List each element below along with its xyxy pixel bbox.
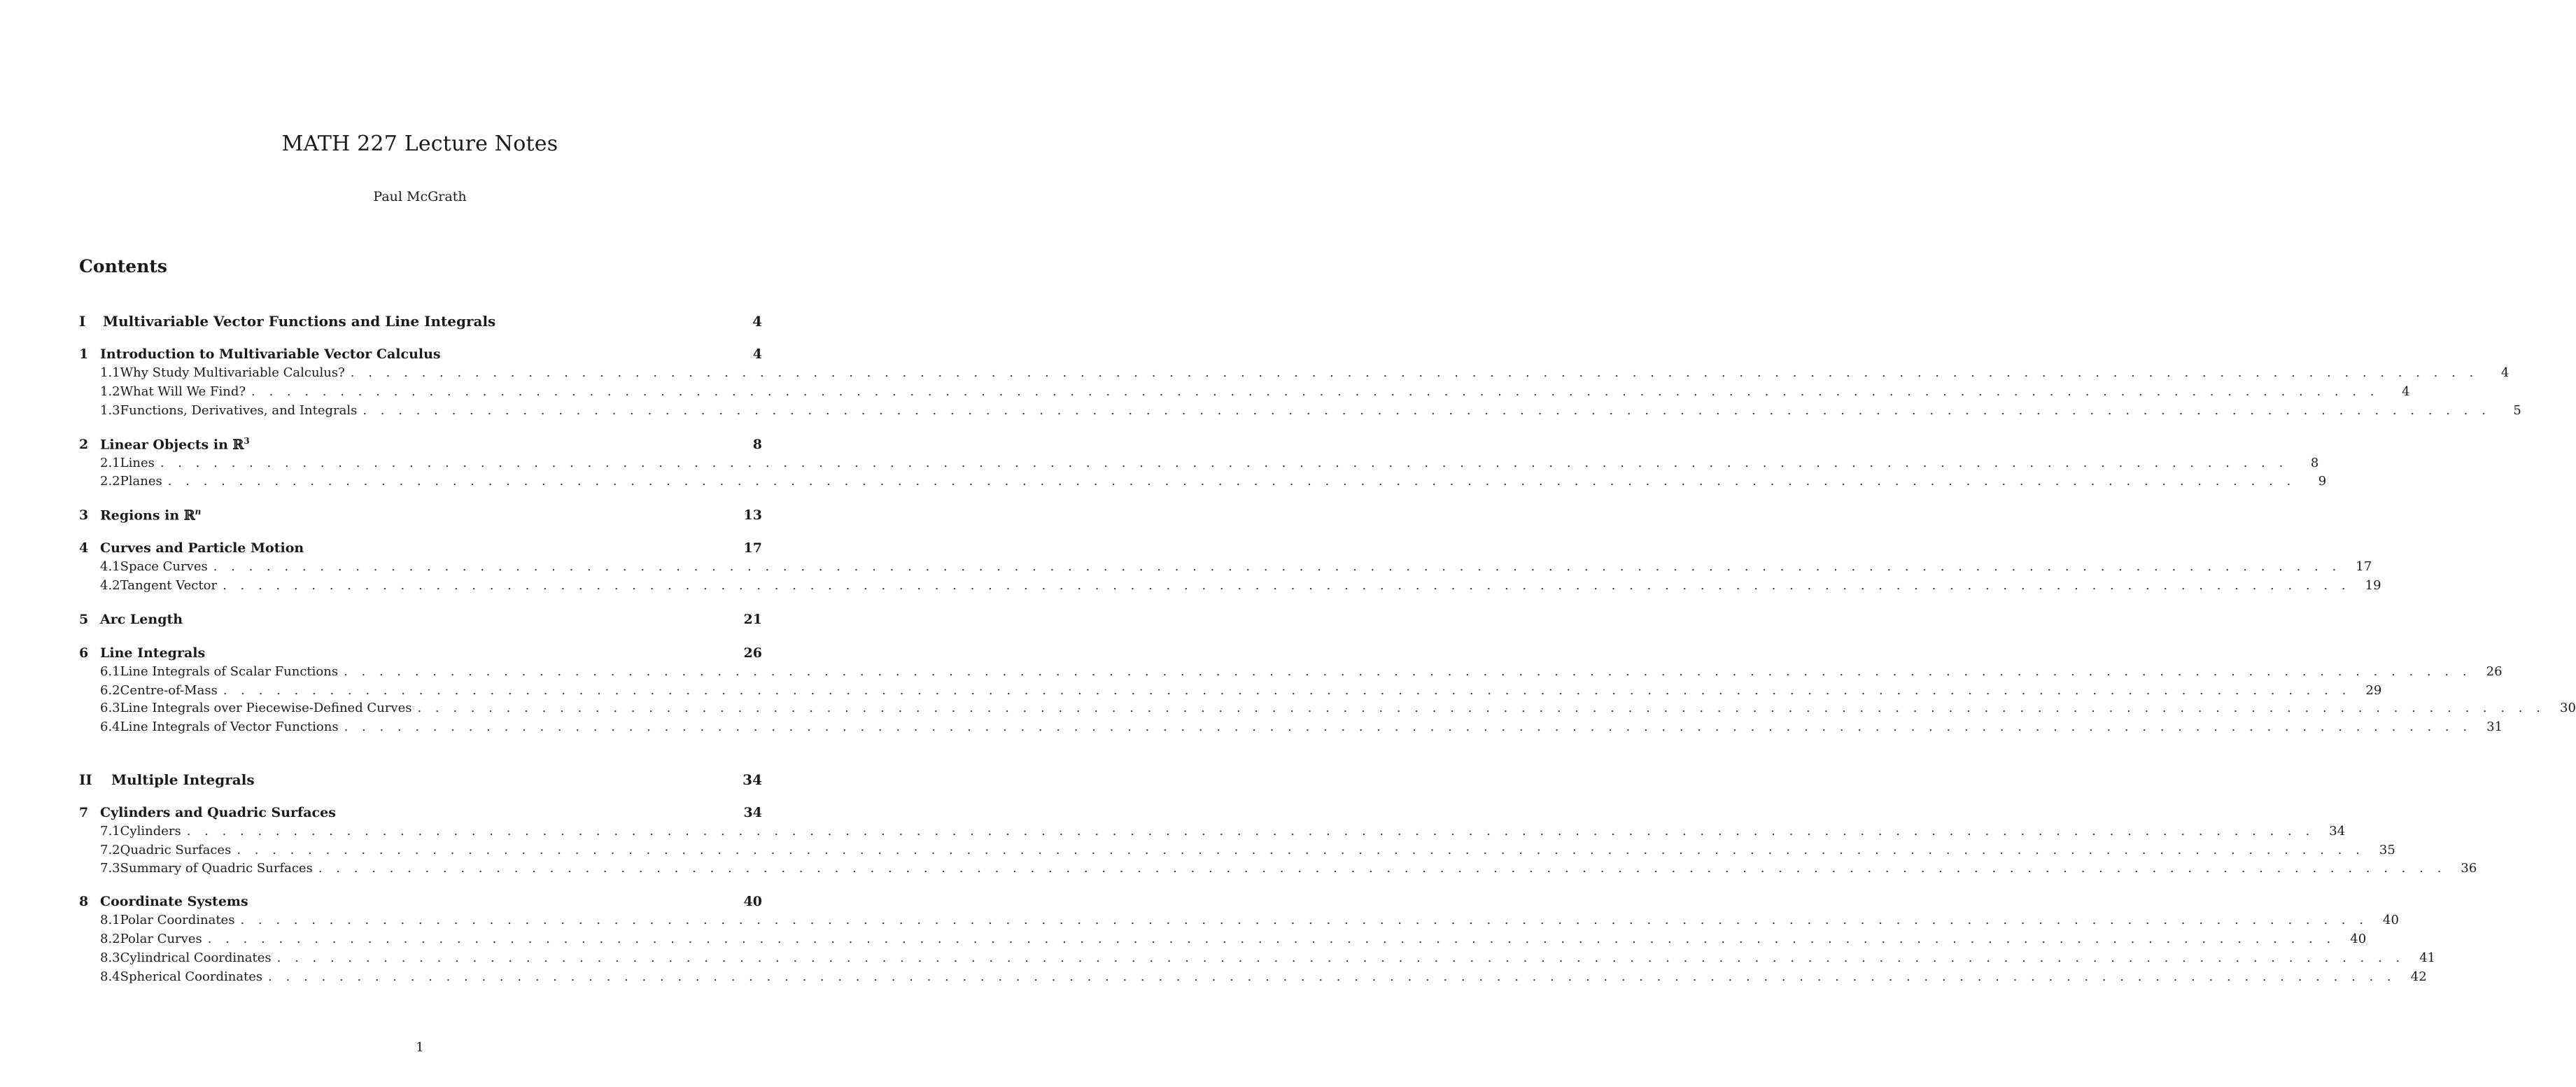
dot-leader: . . . . . . . . . . . . . . . . . . . . . . . . . . . . . . . . . . . . . . . . . . . . . . . . . . . . . . . . . . . . . . . . . . . . . . . . . . . . . . . . . . . . . . . . . . . . . . . . . . . . . . . . . . . . . . . . . . . . . . . . [318,861,2447,876]
toc-subsection-4-1[interactable] [79,559,2372,577]
toc-page: 29 [2365,683,2382,698]
superscript: 3 [244,436,250,446]
toc-page: 4 [752,346,762,362]
toc-number: 6.4 [100,720,120,734]
toc-number: 2.1 [100,456,120,470]
toc-number: 8 [79,894,89,909]
toc-subsection-7-2[interactable] [79,843,2395,861]
toc-part-2[interactable] [79,771,762,790]
toc-subsection-8-2[interactable] [79,932,2367,950]
toc-page: 26 [2486,664,2503,679]
toc-number: 7.1 [100,824,120,839]
toc-page: 40 [2383,913,2399,927]
toc-label: Line Integrals [100,645,206,661]
toc-page: 41 [2419,951,2436,965]
toc-page: 9 [2318,474,2327,489]
toc-page: 40 [2350,932,2367,946]
toc-page: 26 [743,645,762,661]
toc-subsection-8-1[interactable] [79,913,2399,931]
toc-number: 7 [79,805,89,820]
dot-leader: . . . . . . . . . . . . . . . . . . . . . . . . . . . . . . . . . . . . . . . . . . . . . . . . . . . . . . . . . . . . . . . . . . . . . . . . . . . . . . . . . . . . . . . . . . . . . . . . . . . . . . . . . . . . . . . . . . . . . . . . [186,824,2315,839]
toc-number: 6.3 [100,701,120,715]
toc-page: 31 [2486,720,2503,734]
toc-number: 1.1 [100,365,120,380]
toc-subsection-8-3[interactable] [79,951,2436,969]
toc-subsection-7-1[interactable] [79,824,2346,842]
toc-page: 34 [743,805,762,820]
toc-subsection-1-1[interactable] [79,365,2510,384]
dot-leader: . . . . . . . . . . . . . . . . . . . . . . . . . . . . . . . . . . . . . . . . . . . . . . . . . . . . . . . . . . . . . . . . . . . . . . . . . . . . . . . . . . . . . . . . . . . . . . . . . . . . . . . . . . . . . . . . . . . . . . . . [350,365,2479,380]
toc-number: 2 [79,437,89,453]
toc-subsection-6-2[interactable] [79,683,2382,701]
dot-leader: . . . . . . . . . . . . . . . . . . . . . . . . . . . . . . . . . . . . . . . . . . . . . . . . . . . . . . . . . . . . . . . . . . . . . . . . . . . . . . . . . . . . . . . . . . . . . . . . . . . . . . . . . . . . . . . . . . . . . . . . [344,720,2472,734]
toc-label: Cylinders [120,824,181,839]
toc-label: Summary of Quadric Surfaces [120,861,313,876]
toc-label: Line Integrals over Piecewise-Defined Curves [120,701,412,715]
toc-label: Introduction to Multivariable Vector Calculus [100,346,441,362]
toc-label: Coordinate Systems [100,894,248,909]
dot-leader: . . . . . . . . . . . . . . . . . . . . . . . . . . . . . . . . . . . . . . . . . . . . . . . . . . . . . . . . . . . . . . . . . . . . . . . . . . . . . . . . . . . . . . . . . . . . . . . . . . . . . . . . . . . . . . . . . . . . . . . . [213,559,2342,574]
superscript: n [195,507,202,517]
toc-page: 4 [2500,365,2510,380]
contents-heading: Contents [79,256,168,276]
toc-number: 8.2 [100,932,120,946]
toc-number: I [79,313,86,330]
dot-leader: . . . . . . . . . . . . . . . . . . . . . . . . . . . . . . . . . . . . . . . . . . . . . . . . . . . . . . . . . . . . . . . . . . . . . . . . . . . . . . . . . . . . . . . . . . . . . . . . . . . . . . . . . . . . . . . . . . . . . . . . [223,683,2351,698]
toc-number: 7.3 [100,861,120,876]
toc-label: Curves and Particle Motion [100,540,304,556]
toc-label: Spherical Coordinates [120,969,263,984]
dot-leader: . . . . . . . . . . . . . . . . . . . . . . . . . . . . . . . . . . . . . . . . . . . . . . . . . . . . . . . . . . . . . . . . . . . . . . . . . . . . . . . . . . . . . . . . . . . . . . . . . . . . . . . . . . . . . . . . . . . . . . . . [344,664,2472,679]
toc-page: 40 [743,894,762,909]
toc-label: Quadric Surfaces [120,843,232,857]
toc-page: 4 [752,313,762,330]
toc-number: 1 [79,346,89,362]
toc-label: Why Study Multivariable Calculus? [120,365,345,380]
toc-label: Cylindrical Coordinates [120,951,272,965]
toc-label: Cylinders and Quadric Surfaces [100,805,336,820]
toc-subsection-7-3[interactable] [79,861,2477,879]
dot-leader: . . . . . . . . . . . . . . . . . . . . . . . . . . . . . . . . . . . . . . . . . . . . . . . . . . . . . . . . . . . . . . . . . . . . . . . . . . . . . . . . . . . . . . . . . . . . . . . . . . . . . . . . . . . . . . . . . . . . . . . . [417,701,2545,715]
toc-number: 8.1 [100,913,120,927]
toc-number: 4 [79,540,89,556]
toc-section-7[interactable] [79,805,762,823]
toc-number: 8.3 [100,951,120,965]
toc-label: Line Integrals of Vector Functions [120,720,339,734]
toc-page: 17 [2356,559,2372,574]
toc-subsection-6-3[interactable] [79,701,2576,719]
toc-subsection-2-1[interactable] [79,456,2319,474]
toc-section-2[interactable] [79,436,762,454]
toc-subsection-1-2[interactable] [79,384,2410,402]
toc-label: Tangent Vector [120,578,218,593]
dot-leader: . . . . . . . . . . . . . . . . . . . . . . . . . . . . . . . . . . . . . . . . . . . . . . . . . . . . . . . . . . . . . . . . . . . . . . . . . . . . . . . . . . . . . . . . . . . . . . . . . . . . . . . . . . . . . . . . . . . . . . . . [251,384,2379,399]
toc-part-1[interactable] [79,313,762,331]
toc-page: 36 [2461,861,2477,876]
dot-leader: . . . . . . . . . . . . . . . . . . . . . . . . . . . . . . . . . . . . . . . . . . . . . . . . . . . . . . . . . . . . . . . . . . . . . . . . . . . . . . . . . . . . . . . . . . . . . . . . . . . . . . . . . . . . . . . . . . . . . . . . [268,969,2396,984]
dot-leader: . . . . . . . . . . . . . . . . . . . . . . . . . . . . . . . . . . . . . . . . . . . . . . . . . . . . . . . . . . . . . . . . . . . . . . . . . . . . . . . . . . . . . . . . . . . . . . . . . . . . . . . . . . . . . . . . . . . . . . . . [223,578,2351,593]
toc-section-4[interactable] [79,540,762,559]
toc-page: 34 [2329,824,2346,839]
document-title: MATH 227 Lecture Notes [281,132,558,156]
toc-label: Multivariable Vector Functions and Line Integrals [103,313,496,330]
toc-page: 13 [743,507,762,524]
toc-number: 1.2 [100,384,120,399]
dot-leader: . . . . . . . . . . . . . . . . . . . . . . . . . . . . . . . . . . . . . . . . . . . . . . . . . . . . . . . . . . . . . . . . . . . . . . . . . . . . . . . . . . . . . . . . . . . . . . . . . . . . . . . . . . . . . . . . . . . . . . . . [240,913,2368,927]
dot-leader: . . . . . . . . . . . . . . . . . . . . . . . . . . . . . . . . . . . . . . . . . . . . . . . . . . . . . . . . . . . . . . . . . . . . . . . . . . . . . . . . . . . . . . . . . . . . . . . . . . . . . . . . . . . . . . . . . . . . . . . . [276,951,2405,965]
toc-page: 8 [2310,456,2319,470]
toc-number: 2.2 [100,474,120,489]
toc-label: Linear Objects in ℝ$^3$ [100,436,250,453]
toc-number: 4.2 [100,578,120,593]
toc-section-6[interactable] [79,645,762,664]
toc-label: What Will We Find? [120,384,246,399]
toc-label: Planes [120,474,162,489]
toc-label: Multiple Integrals [111,771,255,788]
document-author: Paul McGrath [373,189,467,204]
toc-number: 6 [79,645,89,661]
toc-section-1[interactable] [79,346,762,365]
toc-number: 1.3 [100,403,120,418]
toc-label: Lines [120,456,155,470]
dot-leader: . . . . . . . . . . . . . . . . . . . . . . . . . . . . . . . . . . . . . . . . . . . . . . . . . . . . . . . . . . . . . . . . . . . . . . . . . . . . . . . . . . . . . . . . . . . . . . . . . . . . . . . . . . . . . . . . . . . . . . . . [207,932,2336,946]
toc-subsection-2-2[interactable] [79,474,2327,492]
toc-label: Functions, Derivatives, and Integrals [120,403,358,418]
toc-subsection-6-1[interactable] [79,664,2503,682]
dot-leader: . . . . . . . . . . . . . . . . . . . . . . . . . . . . . . . . . . . . . . . . . . . . . . . . . . . . . . . . . . . . . . . . . . . . . . . . . . . . . . . . . . . . . . . . . . . . . . . . . . . . . . . . . . . . . . . . . . . . . . . . [167,474,2296,489]
toc-section-8[interactable] [79,894,762,912]
toc-label: Regions in ℝ$^n$ [100,507,202,524]
toc-subsection-4-2[interactable] [79,578,2381,596]
toc-subsection-1-3[interactable] [79,403,2521,421]
toc-number: 6.2 [100,683,120,698]
toc-page: 17 [743,540,762,556]
toc-section-3[interactable] [79,507,762,525]
toc-number: 7.2 [100,843,120,857]
toc-label: Arc Length [100,612,183,627]
toc-page: 34 [742,771,762,788]
toc-subsection-8-4[interactable] [79,969,2427,988]
dot-leader: . . . . . . . . . . . . . . . . . . . . . . . . . . . . . . . . . . . . . . . . . . . . . . . . . . . . . . . . . . . . . . . . . . . . . . . . . . . . . . . . . . . . . . . . . . . . . . . . . . . . . . . . . . . . . . . . . . . . . . . . [160,456,2288,470]
toc-label: Polar Curves [120,932,202,946]
toc-label: Space Curves [120,559,208,574]
dot-leader: . . . . . . . . . . . . . . . . . . . . . . . . . . . . . . . . . . . . . . . . . . . . . . . . . . . . . . . . . . . . . . . . . . . . . . . . . . . . . . . . . . . . . . . . . . . . . . . . . . . . . . . . . . . . . . . . . . . . . . . . [237,843,2365,857]
dot-leader: . . . . . . . . . . . . . . . . . . . . . . . . . . . . . . . . . . . . . . . . . . . . . . . . . . . . . . . . . . . . . . . . . . . . . . . . . . . . . . . . . . . . . . . . . . . . . . . . . . . . . . . . . . . . . . . . . . . . . . . . [363,403,2491,418]
toc-page: 21 [743,612,762,627]
toc-label: Polar Coordinates [120,913,235,927]
toc-page: 30 [2560,701,2576,715]
toc-number: 4.1 [100,559,120,574]
toc-label: Centre-of-Mass [120,683,218,698]
toc-page: 5 [2513,403,2521,418]
toc-label: Line Integrals of Scalar Functions [120,664,339,679]
toc-page: 35 [2379,843,2395,857]
toc-page: 4 [2402,384,2410,399]
toc-number: 8.4 [100,969,120,984]
page-number: 1 [416,1040,424,1055]
toc-number: II [79,771,92,788]
toc-number: 3 [79,507,89,524]
toc-page: 42 [2410,969,2427,984]
toc-number: 6.1 [100,664,120,679]
toc-section-5[interactable] [79,612,762,630]
toc-number: 5 [79,612,89,627]
toc-page: 19 [2365,578,2381,593]
toc-subsection-6-4[interactable] [79,720,2503,738]
toc-page: 8 [752,437,762,453]
